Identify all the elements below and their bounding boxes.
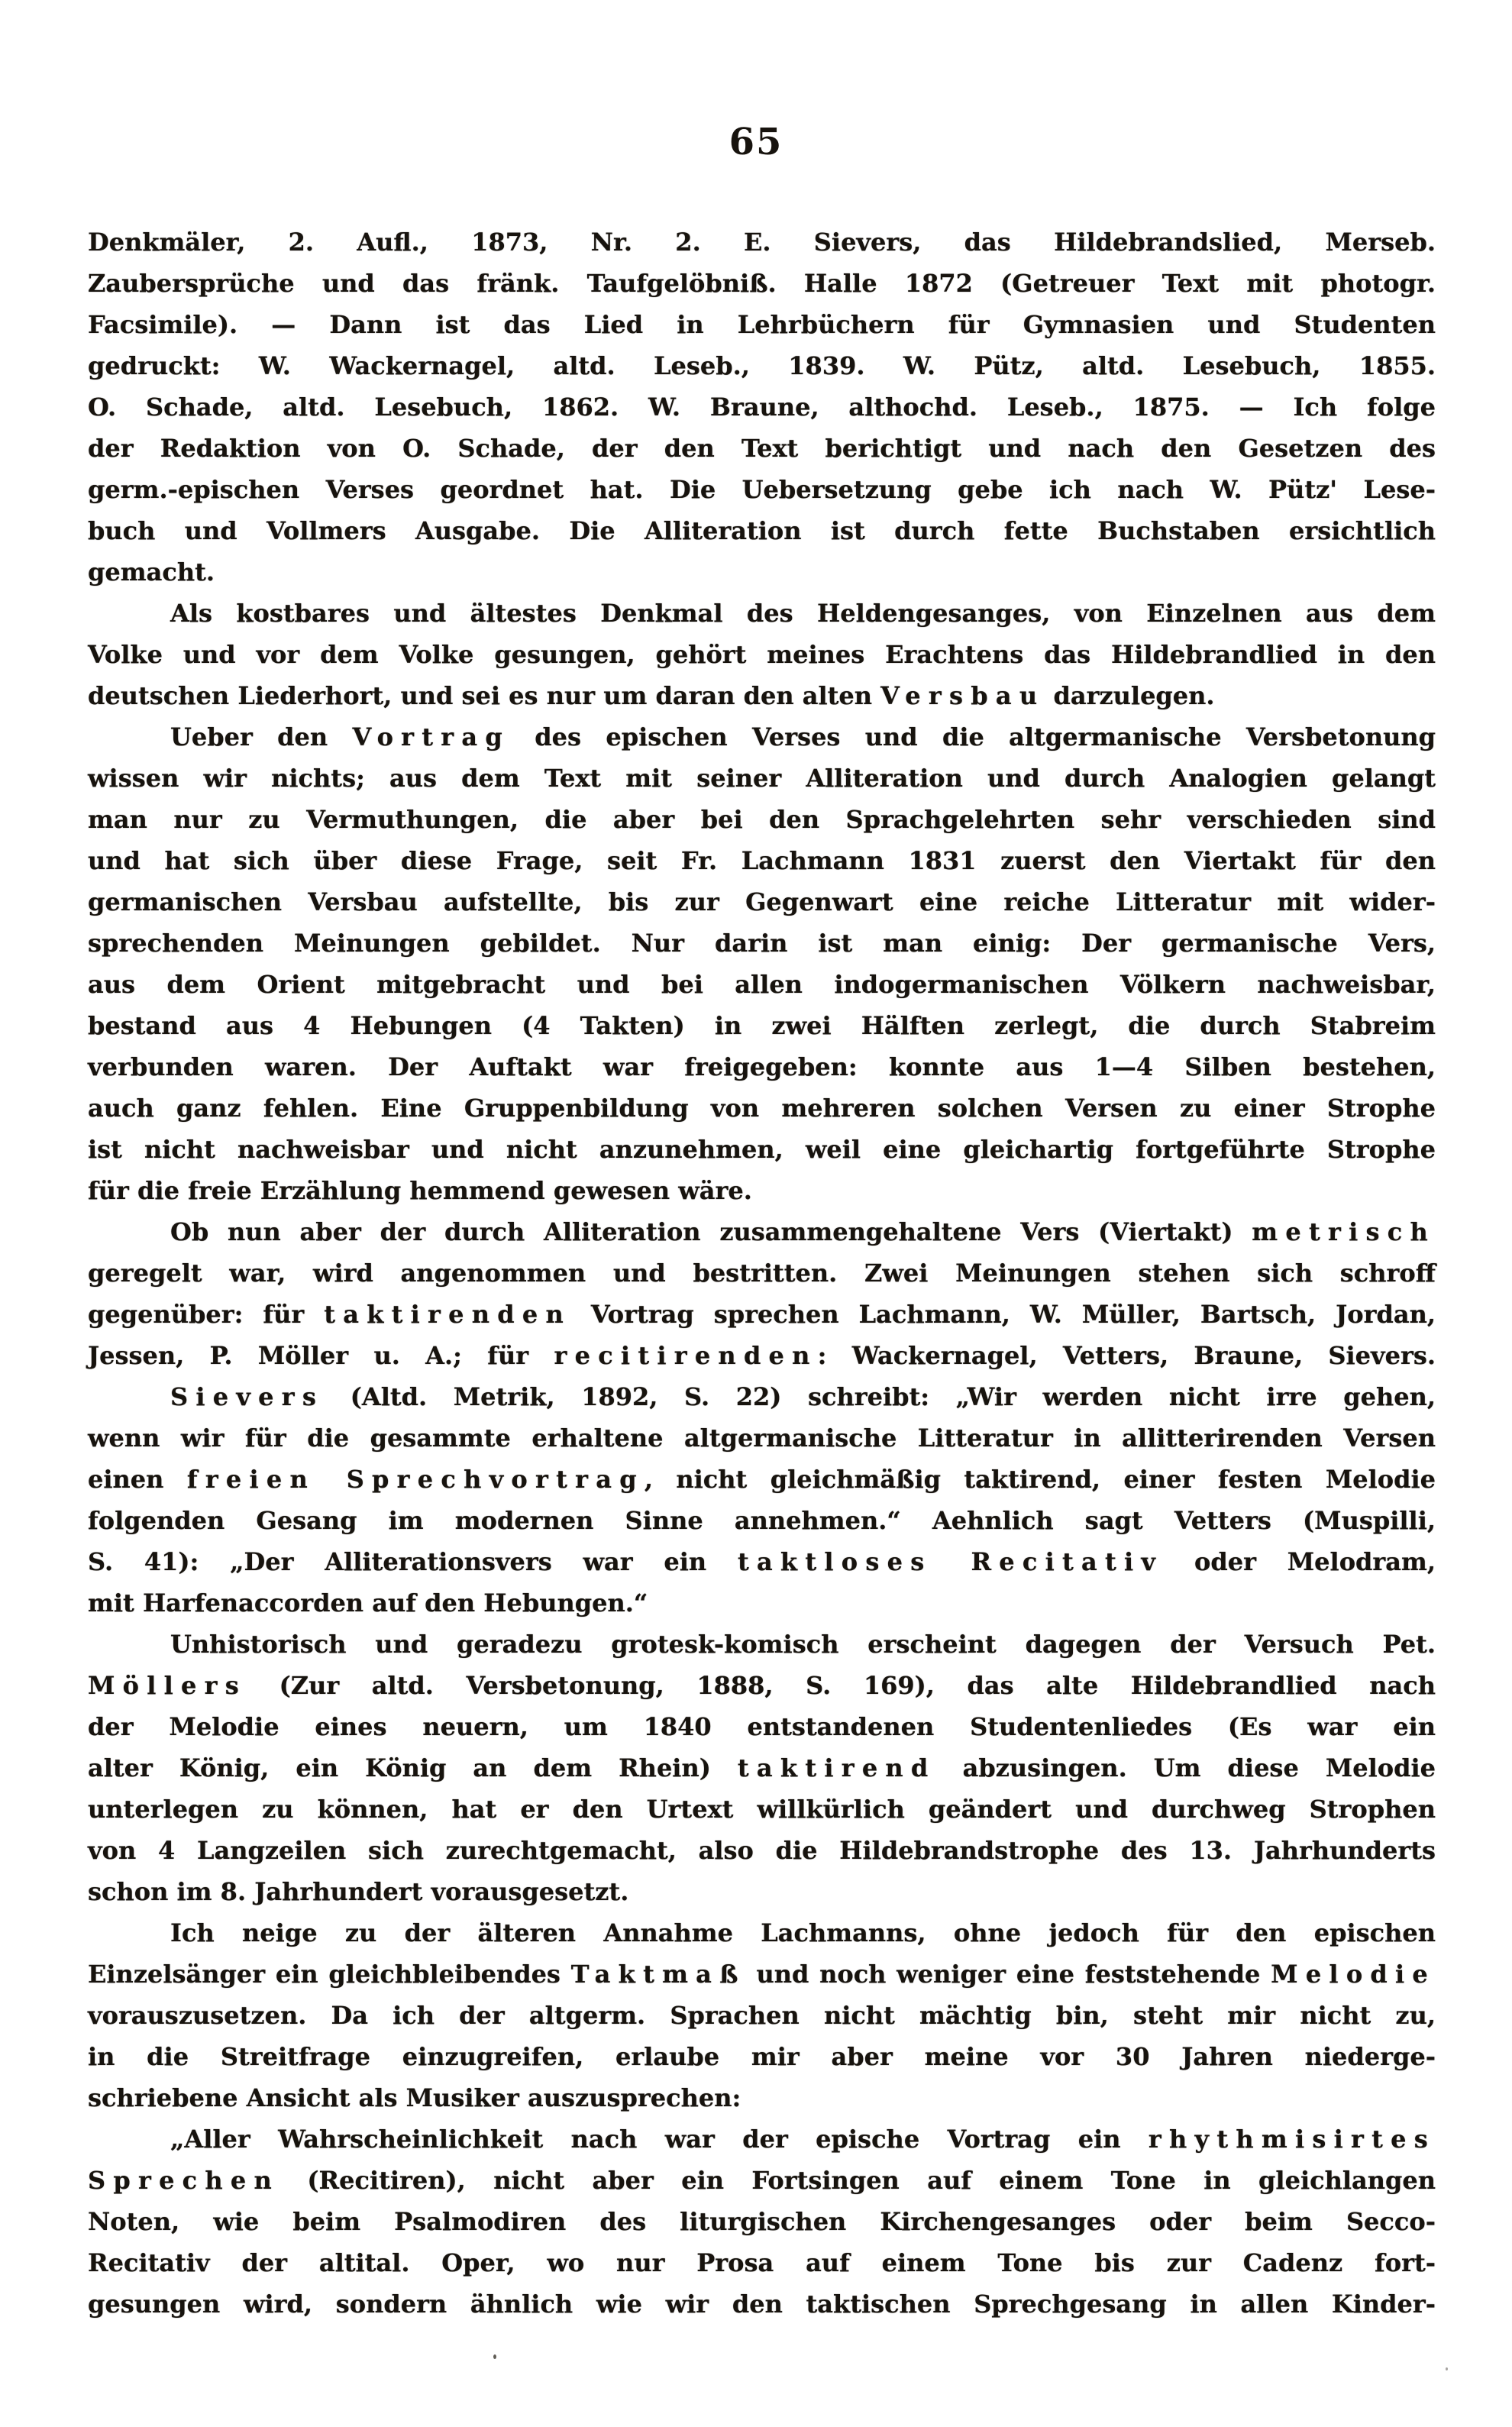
paragraph bbox=[88, 1912, 1436, 2118]
letterspaced-text: taktloses Recitativ bbox=[737, 1547, 1164, 1576]
text-run: ist nicht nachweisbar und nicht anzunehmen, weil eine gleichartig fortgeführte Strophe bbox=[88, 1135, 1436, 1164]
text-run: deutschen Liederhort, und sei es nur um daran den alten bbox=[88, 681, 881, 710]
text-line bbox=[88, 1871, 1436, 1912]
letterspaced-text: metrisch bbox=[1252, 1217, 1436, 1246]
text-line bbox=[88, 964, 1436, 1005]
text-line bbox=[88, 1459, 1436, 1500]
text-run: schriebene Ansicht als Musiker auszusprechen: bbox=[88, 2083, 741, 2112]
text-run: O. Schade, altd. Lesebuch, 1862. W. Braune, althochd. Leseb., 1875. — Ich folge bbox=[88, 393, 1436, 422]
text-line bbox=[88, 1706, 1436, 1747]
text-run: bestand aus 4 Hebungen (4 Takten) in zwei Hälften zerlegt, die durch Stabreim bbox=[88, 1011, 1436, 1040]
text-line bbox=[88, 799, 1436, 840]
text-line bbox=[88, 1294, 1436, 1335]
text-line bbox=[88, 386, 1436, 428]
text-line bbox=[88, 1789, 1436, 1830]
paragraph bbox=[88, 716, 1436, 1211]
letterspaced-text: Vortrag bbox=[352, 722, 510, 751]
text-line bbox=[88, 1912, 1436, 1954]
text-run: Als kostbares und ältestes Denkmal des Heldengesanges, von Einzelnen aus dem bbox=[170, 599, 1436, 628]
text-run: Ob nun aber der durch Alliteration zusammengehaltene Vers (Viertakt) bbox=[170, 1217, 1252, 1246]
text-run: geregelt war, wird angenommen und bestritten. Zwei Meinungen stehen sich schroff bbox=[88, 1259, 1436, 1288]
text-run: , nicht gleichmäßig taktirend, einer festen Melodie bbox=[644, 1465, 1436, 1494]
text-run: in die Streitfrage einzugreifen, erlaube mir aber meine vor 30 Jahren niederge- bbox=[88, 2042, 1436, 2071]
text-run: gesungen wird, sondern ähnlich wie wir den taktischen Sprechgesang in allen Kinder- bbox=[88, 2290, 1436, 2319]
text-line bbox=[88, 428, 1436, 469]
text-run: Unhistorisch und geradezu grotesk-komisch erscheint dagegen der Versuch Pet. bbox=[170, 1630, 1436, 1659]
text-run: germ.-epischen Verses geordnet hat. Die Uebersetzung gebe ich nach W. Pütz' Lese- bbox=[88, 475, 1436, 504]
letterspaced-text: Möllers bbox=[88, 1671, 247, 1700]
text-run: der Redaktion von O. Schade, der den Text berichtigt und nach den Gesetzen des bbox=[88, 434, 1436, 463]
text-line bbox=[88, 2242, 1436, 2283]
scan-speck bbox=[1446, 2367, 1448, 2370]
text-line bbox=[88, 634, 1436, 675]
text-line bbox=[88, 2283, 1436, 2325]
paragraph bbox=[88, 1376, 1436, 1624]
text-line bbox=[88, 1335, 1436, 1376]
text-run: oder Melodram, bbox=[1163, 1547, 1436, 1576]
page-text bbox=[88, 221, 1436, 2325]
text-run: alter König, ein König an dem Rhein) bbox=[88, 1753, 738, 1782]
page-number: 65 bbox=[729, 121, 783, 163]
letterspaced-text: recitirenden bbox=[554, 1341, 818, 1370]
text-run: S. 41): „Der Alliterationsvers war ein bbox=[88, 1547, 738, 1576]
text-line bbox=[88, 1665, 1436, 1706]
text-line bbox=[88, 923, 1436, 964]
scan-speck bbox=[493, 2354, 496, 2359]
text-line bbox=[88, 1747, 1436, 1789]
text-line bbox=[88, 469, 1436, 510]
text-run: Facsimile). — Dann ist das Lied in Lehrbüchern für Gymnasien und Studenten bbox=[88, 310, 1436, 339]
text-run: des epischen Verses und die altgermanische Versbetonung bbox=[510, 722, 1436, 751]
text-line bbox=[88, 716, 1436, 758]
text-line bbox=[88, 551, 1436, 593]
text-line bbox=[88, 1995, 1436, 2036]
text-run: wissen wir nichts; aus dem Text mit seiner Alliteration und durch Analogien gelangt bbox=[88, 764, 1436, 793]
text-line bbox=[88, 1252, 1436, 1294]
text-run: sprechenden Meinungen gebildet. Nur darin ist man einig: Der germanische Vers, bbox=[88, 929, 1436, 958]
text-run: (Altd. Metrik, 1892, S. 22) schreibt: „Wir werden nicht irre gehen, bbox=[324, 1382, 1436, 1411]
letterspaced-text: taktirenden bbox=[324, 1300, 571, 1329]
text-line bbox=[88, 2160, 1436, 2201]
letterspaced-text: Sievers bbox=[170, 1382, 325, 1411]
text-run: auch ganz fehlen. Eine Gruppenbildung von mehreren solchen Versen zu einer Strophe bbox=[88, 1094, 1436, 1123]
letterspaced-text: taktirend bbox=[737, 1753, 936, 1782]
text-run: „Aller Wahrscheinlichkeit nach war der epische Vortrag ein bbox=[170, 2125, 1149, 2154]
text-line bbox=[88, 1954, 1436, 1995]
text-line bbox=[88, 221, 1436, 263]
text-run: folgenden Gesang im modernen Sinne annehmen.“ Aehnlich sagt Vetters (Muspilli, bbox=[88, 1506, 1436, 1535]
paragraph bbox=[88, 1624, 1436, 1912]
text-run: buch und Vollmers Ausgabe. Die Alliteration ist durch fette Buchstaben ersichtlich bbox=[88, 516, 1436, 545]
text-run: gedruckt: W. Wackernagel, altd. Leseb., 1839. W. Pütz, altd. Lesebuch, 1855. bbox=[88, 351, 1436, 380]
text-line bbox=[88, 510, 1436, 551]
paragraph bbox=[88, 2118, 1436, 2325]
text-line bbox=[88, 2077, 1436, 2118]
text-run: der Melodie eines neuern, um 1840 entstandenen Studentenliedes (Es war ein bbox=[88, 1712, 1436, 1741]
text-run: einen bbox=[88, 1465, 187, 1494]
text-line bbox=[88, 1376, 1436, 1417]
text-line bbox=[88, 1211, 1436, 1252]
text-run: Zaubersprüche und das fränk. Taufgelöbniß. Halle 1872 (Getreuer Text mit photogr. bbox=[88, 269, 1436, 298]
text-run: und hat sich über diese Frage, seit Fr. Lachmann 1831 zuerst den Viertakt für den bbox=[88, 846, 1436, 875]
text-line bbox=[88, 345, 1436, 386]
text-run: germanischen Versbau aufstellte, bis zur Gegenwart eine reiche Litteratur mit wider- bbox=[88, 887, 1436, 916]
text-line bbox=[88, 1624, 1436, 1665]
text-run: gemacht. bbox=[88, 557, 215, 587]
text-run: von 4 Langzeilen sich zurechtgemacht, also die Hildebrandstrophe des 13. Jahrhunderts bbox=[88, 1836, 1436, 1865]
text-run: : Wackernagel, Vetters, Braune, Sievers. bbox=[817, 1341, 1436, 1370]
text-line bbox=[88, 1129, 1436, 1170]
text-line bbox=[88, 1830, 1436, 1871]
text-run: (Recitiren), nicht aber ein Fortsingen auf einem Tone in gleichlangen bbox=[279, 2166, 1436, 2195]
text-run: Noten, wie beim Psalmodiren des liturgischen Kirchengesanges oder beim Secco- bbox=[88, 2207, 1436, 2236]
text-run: (Zur altd. Versbetonung, 1888, S. 169), das alte Hildebrandlied nach bbox=[247, 1671, 1436, 1700]
letterspaced-text: rhythmisirtes bbox=[1148, 2125, 1436, 2154]
text-line bbox=[88, 1170, 1436, 1211]
text-line bbox=[88, 881, 1436, 923]
letterspaced-text: freien Sprechvortrag bbox=[186, 1465, 645, 1494]
text-line bbox=[88, 2118, 1436, 2160]
text-line bbox=[88, 840, 1436, 881]
letterspaced-text: Melodie bbox=[1271, 1960, 1436, 1989]
text-run: gegenüber: für bbox=[88, 1300, 325, 1329]
text-line bbox=[88, 1087, 1436, 1129]
text-run: Recitativ der altital. Oper, wo nur Prosa auf einem Tone bis zur Cadenz fort- bbox=[88, 2248, 1436, 2277]
text-line bbox=[88, 1417, 1436, 1459]
text-line bbox=[88, 1046, 1436, 1087]
text-line bbox=[88, 2036, 1436, 2077]
letterspaced-text: Sprechen bbox=[88, 2166, 279, 2195]
text-line bbox=[88, 1500, 1436, 1541]
text-run: und noch weniger eine feststehende bbox=[745, 1960, 1271, 1989]
letterspaced-text: Versbau bbox=[880, 681, 1045, 710]
text-run: Einzelsänger ein gleichbleibendes bbox=[88, 1960, 571, 1989]
text-run: Vortrag sprechen Lachmann, W. Müller, Bartsch, Jordan, bbox=[570, 1300, 1436, 1329]
paragraph bbox=[88, 221, 1436, 593]
paragraph bbox=[88, 593, 1436, 716]
text-line bbox=[88, 1005, 1436, 1046]
text-line bbox=[88, 593, 1436, 634]
text-run: unterlegen zu können, hat er den Urtext willkürlich geändert und durchweg Strophen bbox=[88, 1795, 1436, 1824]
text-run: wenn wir für die gesammte erhaltene altgermanische Litteratur in allitterirenden Versen bbox=[88, 1424, 1436, 1453]
text-line bbox=[88, 1582, 1436, 1624]
text-run: Denkmäler, 2. Aufl., 1873, Nr. 2. E. Sievers, das Hildebrandslied, Merseb. bbox=[88, 228, 1436, 257]
text-run: Volke und vor dem Volke gesungen, gehört meines Erachtens das Hildebrandlied in den bbox=[88, 640, 1436, 669]
text-run: man nur zu Vermuthungen, die aber bei den Sprachgelehrten sehr verschieden sind bbox=[88, 805, 1436, 834]
paragraph bbox=[88, 1211, 1436, 1376]
text-run: für die freie Erzählung hemmend gewesen wäre. bbox=[88, 1176, 752, 1205]
text-run: abzusingen. Um diese Melodie bbox=[935, 1753, 1436, 1782]
text-run: Ich neige zu der älteren Annahme Lachmanns, ohne jedoch für den epischen bbox=[170, 1918, 1436, 1947]
text-line bbox=[88, 2201, 1436, 2242]
text-run: mit Harfenaccorden auf den Hebungen.“ bbox=[88, 1588, 648, 1617]
text-line bbox=[88, 304, 1436, 345]
letterspaced-text: Taktmaß bbox=[570, 1960, 746, 1989]
text-line bbox=[88, 263, 1436, 304]
text-line bbox=[88, 758, 1436, 799]
text-run: vorauszusetzen. Da ich der altgerm. Sprachen nicht mächtig bin, steht mir nicht zu, bbox=[88, 2001, 1436, 2030]
text-run: Ueber den bbox=[170, 722, 353, 751]
text-line bbox=[88, 675, 1436, 716]
text-run: Jessen, P. Möller u. A.; für bbox=[88, 1341, 554, 1370]
text-run: schon im 8. Jahrhundert vorausgesetzt. bbox=[88, 1877, 629, 1906]
text-run: verbunden waren. Der Auftakt war freigegeben: konnte aus 1—4 Silben bestehen, bbox=[88, 1052, 1436, 1081]
text-line bbox=[88, 1541, 1436, 1582]
text-run: darzulegen. bbox=[1045, 681, 1215, 710]
text-run: aus dem Orient mitgebracht und bei allen indogermanischen Völkern nachweisbar, bbox=[88, 970, 1436, 999]
